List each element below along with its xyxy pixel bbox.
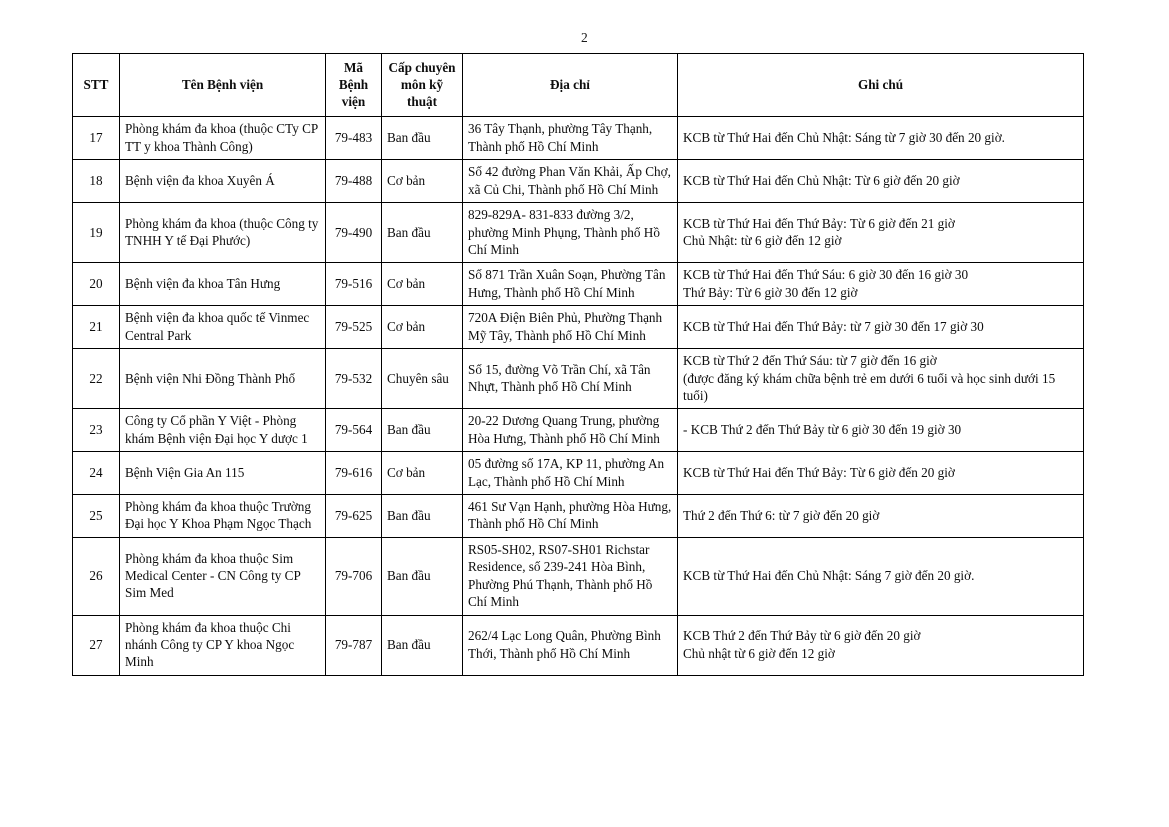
column-header-hospital-code: Mã Bệnh viện [326,54,382,117]
cell-stt: 25 [73,495,120,538]
cell-note [678,263,1084,306]
note-line: KCB Thứ 2 đến Thứ Bảy từ 6 giờ đến 20 giờ [683,628,921,644]
cell-address: 36 Tây Thạnh, phường Tây Thạnh, Thành phố Hồ Chí Minh [463,117,678,160]
cell-address: 05 đường số 17A, KP 11, phường An Lạc, Thành phố Hồ Chí Minh [463,452,678,495]
table-header [73,54,1084,117]
cell-stt: 17 [73,117,120,160]
cell-hospital-name: Công ty Cổ phần Y Việt - Phòng khám Bệnh viện Đại học Y dược 1 [120,409,326,452]
cell-hospital-code: 79-532 [326,349,382,409]
cell-hospital-name: Bệnh viện đa khoa Xuyên Á [120,160,326,203]
note-line: KCB từ Thứ Hai đến Thứ Bảy: Từ 6 giờ đến 21 giờ [683,215,955,231]
cell-hospital-name: Phòng khám đa khoa (thuộc CTy CP TT y khoa Thành Công) [120,117,326,160]
table-header-row [73,54,1084,117]
note-line: KCB từ Thứ Hai đến Thứ Bảy: Từ 6 giờ đến 20 giờ [683,464,955,480]
cell-technical-level: Ban đầu [382,615,463,675]
note-line: KCB từ Thứ Hai đến Thứ Bảy: từ 7 giờ 30 đến 17 giờ 30 [683,318,984,334]
cell-address: 461 Sư Vạn Hạnh, phường Hòa Hưng, Thành phố Hồ Chí Minh [463,495,678,538]
cell-note [678,537,1084,615]
cell-technical-level: Cơ bản [382,263,463,306]
cell-hospital-name: Bệnh Viện Gia An 115 [120,452,326,495]
hospital-table-container [72,53,1083,676]
note-line: Chủ nhật từ 6 giờ đến 12 giờ [683,645,835,661]
cell-technical-level: Cơ bản [382,452,463,495]
cell-address: 829-829A- 831-833 đường 3/2, phường Minh Phụng, Thành phố Hồ Chí Minh [463,203,678,263]
note-line: - KCB Thứ 2 đến Thứ Bảy từ 6 giờ 30 đến 19 giờ 30 [683,422,962,438]
cell-address: Số 871 Trần Xuân Soạn, Phường Tân Hưng, Thành phố Hồ Chí Minh [463,263,678,306]
cell-stt: 19 [73,203,120,263]
cell-hospital-code: 79-490 [326,203,382,263]
cell-hospital-code: 79-488 [326,160,382,203]
cell-address: 20-22 Dương Quang Trung, phường Hòa Hưng, Thành phố Hồ Chí Minh [463,409,678,452]
cell-technical-level: Ban đầu [382,537,463,615]
column-header-hospital-name: Tên Bệnh viện [120,54,326,117]
note-line: Thứ 2 đến Thứ 6: từ 7 giờ đến 20 giờ [683,507,880,523]
cell-address: Số 15, đường Võ Trần Chí, xã Tân Nhựt, Thành phố Hồ Chí Minh [463,349,678,409]
cell-hospital-name: Phòng khám đa khoa (thuộc Công ty TNHH Y tế Đại Phước) [120,203,326,263]
table-body [73,117,1084,675]
table-row [73,495,1084,538]
note-line: Thứ Bảy: Từ 6 giờ 30 đến 12 giờ [683,284,858,300]
column-header-note: Ghi chú [678,54,1084,117]
cell-stt: 20 [73,263,120,306]
cell-technical-level: Ban đầu [382,409,463,452]
table-row [73,349,1084,409]
cell-technical-level: Cơ bản [382,306,463,349]
cell-stt: 26 [73,537,120,615]
cell-hospital-name: Phòng khám đa khoa thuộc Sim Medical Center - CN Công ty CP Sim Med [120,537,326,615]
table-row [73,117,1084,160]
cell-hospital-code: 79-706 [326,537,382,615]
cell-address: 720A Điện Biên Phủ, Phường Thạnh Mỹ Tây, Thành phố Hồ Chí Minh [463,306,678,349]
cell-address: Số 42 đường Phan Văn Khải, Ấp Chợ, xã Củ Chi, Thành phố Hồ Chí Minh [463,160,678,203]
page-number: 2 [581,30,588,45]
cell-stt: 23 [73,409,120,452]
table-row [73,452,1084,495]
note-line: KCB từ Thứ 2 đến Thứ Sáu: từ 7 giờ đến 16 giờ [683,353,937,369]
note-line: KCB từ Thứ Hai đến Thứ Sáu: 6 giờ 30 đến 16 giờ 30 [683,267,969,283]
cell-hospital-code: 79-625 [326,495,382,538]
cell-technical-level: Ban đầu [382,203,463,263]
cell-stt: 21 [73,306,120,349]
cell-note [678,160,1084,203]
cell-note [678,495,1084,538]
cell-hospital-name: Bệnh viện đa khoa Tân Hưng [120,263,326,306]
cell-stt: 18 [73,160,120,203]
cell-stt: 22 [73,349,120,409]
cell-note [678,117,1084,160]
cell-technical-level: Cơ bản [382,160,463,203]
column-header-address: Địa chỉ [463,54,678,117]
cell-note [678,409,1084,452]
column-header-stt: STT [73,54,120,117]
table-row [73,203,1084,263]
cell-technical-level: Ban đầu [382,495,463,538]
table-row [73,537,1084,615]
note-line: Chủ Nhật: từ 6 giờ đến 12 giờ [683,233,842,249]
table-row [73,160,1084,203]
cell-hospital-code: 79-564 [326,409,382,452]
table-row [73,263,1084,306]
cell-address: RS05-SH02, RS07-SH01 Richstar Residence, số 239-241 Hòa Bình, Phường Phú Thạnh, Thành phố Hồ Chí Minh [463,537,678,615]
hospital-table [72,53,1084,676]
cell-note [678,349,1084,409]
cell-note [678,203,1084,263]
cell-stt: 27 [73,615,120,675]
table-row [73,409,1084,452]
table-row [73,306,1084,349]
cell-technical-level: Ban đầu [382,117,463,160]
cell-note [678,452,1084,495]
cell-address: 262/4 Lạc Long Quân, Phường Bình Thới, Thành phố Hồ Chí Minh [463,615,678,675]
cell-hospital-name: Bệnh viện đa khoa quốc tế Vinmec Central Park [120,306,326,349]
note-line: KCB từ Thứ Hai đến Chủ Nhật: Sáng 7 giờ đến 20 giờ. [683,568,975,584]
note-line: KCB từ Thứ Hai đến Chủ Nhật: Từ 6 giờ đến 20 giờ [683,173,960,189]
note-line: (được đăng ký khám chữa bệnh trẻ em dưới 6 tuổi và học sinh dưới 15 tuổi) [683,370,1056,403]
table-row [73,615,1084,675]
cell-hospital-code: 79-483 [326,117,382,160]
cell-hospital-code: 79-516 [326,263,382,306]
cell-hospital-code: 79-616 [326,452,382,495]
column-header-technical-level: Cấp chuyên môn kỹ thuật [382,54,463,117]
cell-hospital-code: 79-787 [326,615,382,675]
cell-stt: 24 [73,452,120,495]
cell-hospital-code: 79-525 [326,306,382,349]
note-line: KCB từ Thứ Hai đến Chủ Nhật: Sáng từ 7 giờ 30 đến 20 giờ. [683,130,1005,146]
cell-hospital-name: Bệnh viện Nhi Đồng Thành Phố [120,349,326,409]
cell-hospital-name: Phòng khám đa khoa thuộc Trường Đại học Y Khoa Phạm Ngọc Thạch [120,495,326,538]
cell-hospital-name: Phòng khám đa khoa thuộc Chi nhánh Công ty CP Y khoa Ngọc Minh [120,615,326,675]
cell-note [678,306,1084,349]
cell-technical-level: Chuyên sâu [382,349,463,409]
cell-note [678,615,1084,675]
